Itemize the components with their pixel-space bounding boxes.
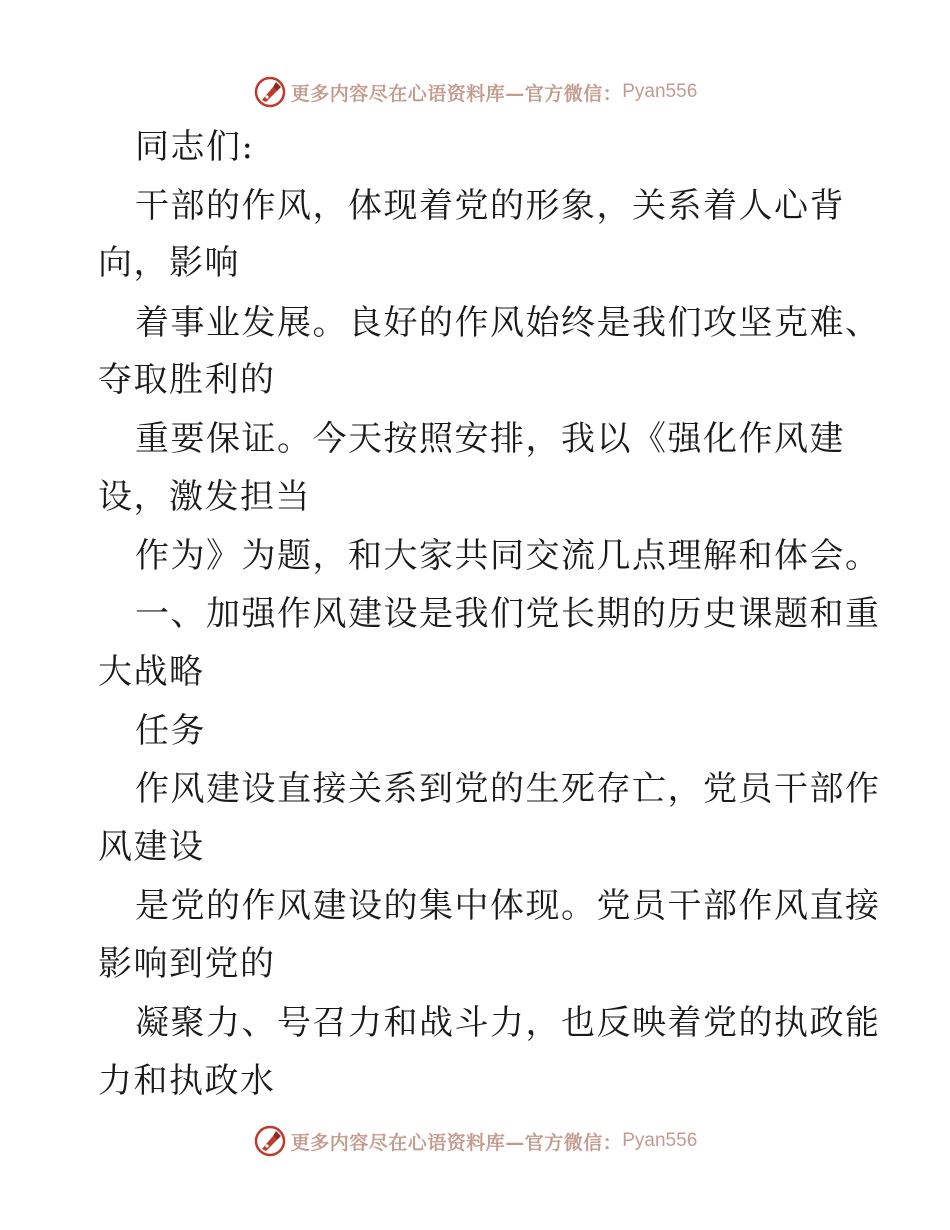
watermark-text: 更多内容尽在心语资料库—官方微信：: [290, 1131, 623, 1154]
body-line: 作为》为题，和大家共同交流几点理解和体会。: [135, 536, 881, 576]
body-line: 同志们:: [135, 127, 255, 167]
body-line: 风建设: [98, 827, 205, 867]
body-line: 着事业发展。良好的作风始终是我们攻坚克难、: [135, 303, 881, 343]
body-line: 夺取胜利的: [98, 360, 276, 400]
watermark-wechat-id: Pyan556: [622, 81, 698, 102]
watermark-text: 更多内容尽在心语资料库—官方微信：: [290, 82, 623, 105]
body-line: 影响到党的: [98, 944, 276, 984]
watermark-banner-bottom: [0, 1121, 950, 1161]
pen-nib-circle-icon: [253, 1124, 287, 1158]
body-line: 凝聚力、号召力和战斗力，也反映着党的执政能: [135, 1003, 881, 1043]
body-line: 向，影响: [98, 243, 240, 283]
body-line: 干部的作风，体现着党的形象，关系着人心背: [135, 186, 845, 226]
body-line: 是党的作风建设的集中体现。党员干部作风直接: [135, 886, 881, 926]
body-line: 重要保证。今天按照安排，我以《强化作风建: [135, 419, 845, 459]
watermark-wechat-id: Pyan556: [622, 1130, 698, 1151]
body-line: 力和执政水: [98, 1061, 276, 1101]
body-line: 作风建设直接关系到党的生死存亡，党员干部作: [135, 769, 881, 809]
body-line: 大战略: [98, 652, 205, 692]
body-line: 任务: [135, 711, 206, 751]
body-line: 设，激发担当: [98, 477, 311, 517]
body-line: 一、加强作风建设是我们党长期的历史课题和重: [135, 594, 881, 634]
